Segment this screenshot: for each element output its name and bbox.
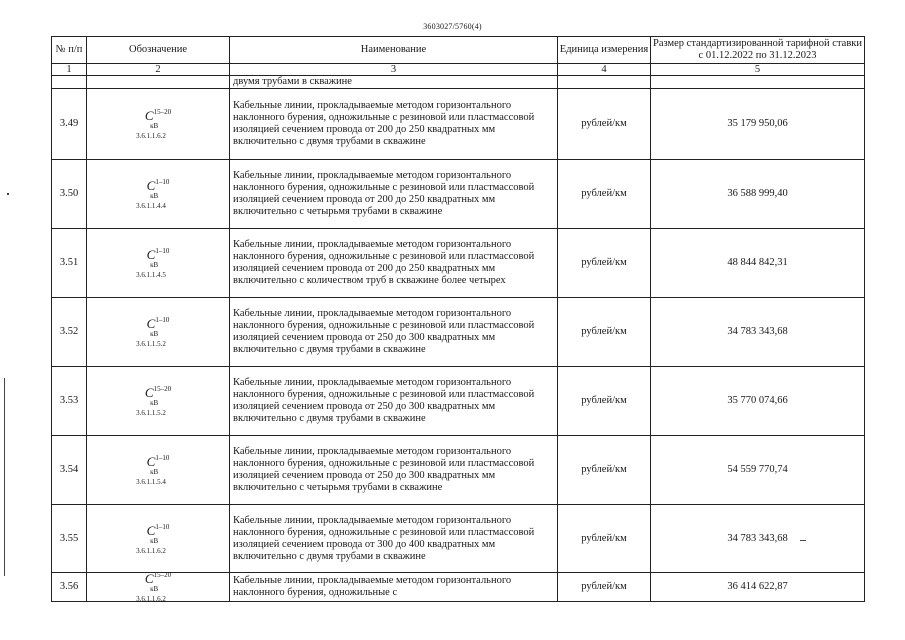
document-id: 3603027/5760(4) — [423, 22, 482, 31]
designation-symbol — [87, 367, 230, 436]
column-number: 4 — [558, 64, 651, 76]
row-unit: рублей/км — [558, 436, 651, 505]
voltage-class: 1–10 кВ — [150, 247, 170, 269]
row-rate: 34 783 343,68 — [651, 505, 865, 573]
row-rate: 34 783 343,68 — [651, 298, 865, 367]
designation-code: $C^{1-10 кВ}_{3.6.1.1.5.2}$ — [136, 316, 170, 348]
row-description: Кабельные линии, прокладываемые методом горизонтального наклонного бурения, одножильные с — [230, 573, 558, 602]
row-number: 3.53 — [52, 367, 87, 436]
table-row — [52, 367, 865, 436]
row-unit: рублей/км — [558, 160, 651, 229]
designation-symbol — [87, 89, 230, 160]
row-number: 3.51 — [52, 229, 87, 298]
table-row — [52, 229, 865, 298]
continuation-row — [52, 76, 865, 89]
voltage-class: 1–10 кВ — [150, 316, 170, 338]
code-index: 3.6.1.1.6.2 — [136, 546, 166, 555]
header-rate: Размер стандартизированной тарифной ставки с 01.12.2022 по 31.12.2023 — [651, 37, 865, 64]
row-number: 3.56 — [52, 573, 87, 602]
column-number: 1 — [52, 64, 87, 76]
designation-code: $C^{1-10 кВ}_{3.6.1.1.4.5}$ — [136, 247, 170, 279]
row-description: Кабельные линии, прокладываемые методом горизонтального наклонного бурения, одножильные с резиновой или пластмассовой изоляцией сечением провода от 250 до 300 квадратных мм включительно с четырьмя трубами в скважине — [230, 436, 558, 505]
code-index: 3.6.1.1.4.5 — [136, 271, 166, 279]
code-index: 3.6.1.1.5.4 — [136, 478, 166, 486]
row-rate: 35 179 950,06 — [651, 89, 865, 160]
voltage-class: 1–10 кВ — [150, 454, 170, 476]
voltage-class: 15–20 кВ — [150, 108, 172, 130]
row-unit: рублей/км — [558, 298, 651, 367]
row-description: Кабельные линии, прокладываемые методом горизонтального наклонного бурения, одножильные с резиновой или пластмассовой изоляцией сечением провода от 200 до 250 квадратных мм включительно с четырьмя трубами в скважине — [230, 160, 558, 229]
row-rate: 54 559 770,74 — [651, 436, 865, 505]
table-row — [52, 89, 865, 160]
row-number: 3.52 — [52, 298, 87, 367]
row-unit: рублей/км — [558, 573, 651, 602]
row-description: Кабельные линии, прокладываемые методом горизонтального наклонного бурения, одножильные с резиновой или пластмассовой изоляцией сечением провода от 200 до 250 квадратных мм включительно с двумя трубами в скважине — [230, 89, 558, 160]
column-number: 2 — [87, 64, 230, 76]
header-no: № п/п — [52, 37, 87, 64]
voltage-class: 1–10 кВ — [150, 178, 170, 200]
row-number: 3.55 — [52, 505, 87, 573]
voltage-class: 1–10 кВ — [150, 522, 170, 545]
designation-code: $C^{1-10 кВ}_{3.6.1.1.6.2}$ — [136, 522, 170, 555]
row-number: 3.54 — [52, 436, 87, 505]
column-number: 5 — [651, 64, 865, 76]
row-unit: рублей/км — [558, 505, 651, 573]
row-rate: 36 414 622,87 — [651, 573, 865, 602]
designation-symbol — [87, 298, 230, 367]
table-body — [52, 89, 865, 602]
scan-mark — [7, 193, 9, 195]
code-index: 3.6.1.1.5.2 — [136, 409, 166, 417]
row-description: Кабельные линии, прокладываемые методом горизонтального наклонного бурения, одножильные с резиновой или пластмассовой изоляцией сечением провода от 250 до 300 квадратных мм включительно с двумя трубами в скважине — [230, 298, 558, 367]
designation-code: $C^{15-20 кВ}_{3.6.1.1.6.2}$ — [136, 108, 172, 140]
designation-symbol — [87, 436, 230, 505]
designation-code: $C^{15-20 кВ}_{3.6.1.1.5.2}$ — [136, 385, 172, 417]
column-number-row — [52, 64, 865, 76]
code-index: 3.6.1.1.6.2 — [136, 595, 166, 602]
row-unit: рублей/км — [558, 89, 651, 160]
row-rate: 36 588 999,40 — [651, 160, 865, 229]
code-index: 3.6.1.1.5.2 — [136, 340, 166, 348]
voltage-class: 15–20 кВ — [150, 572, 172, 593]
code-index: 3.6.1.1.4.4 — [136, 202, 166, 210]
row-unit: рублей/км — [558, 229, 651, 298]
scan-mark — [4, 378, 5, 576]
designation-symbol — [87, 505, 230, 573]
row-rate: 35 770 074,66 — [651, 367, 865, 436]
header-unit: Единица измерения — [558, 37, 651, 64]
designation-symbol — [87, 229, 230, 298]
row-description: Кабельные линии, прокладываемые методом горизонтального наклонного бурения, одножильные с резиновой или пластмассовой изоляцией сечением провода от 200 до 250 квадратных мм включительно с количеством труб в скважине более четырех — [230, 229, 558, 298]
table-row — [52, 573, 865, 602]
designation-code: $C^{1-10 кВ}_{3.6.1.1.4.4}$ — [136, 178, 170, 210]
row-description: Кабельные линии, прокладываемые методом горизонтального наклонного бурения, одножильные с резиновой или пластмассовой изоляцией сечением провода от 300 до 400 квадратных мм включительно с двумя трубами в скважине — [230, 505, 558, 573]
table-row — [52, 160, 865, 229]
tariff-table — [51, 36, 865, 602]
scan-mark — [800, 540, 806, 541]
header-code: Обозначение — [87, 37, 230, 64]
row-rate: 48 844 842,31 — [651, 229, 865, 298]
code-index: 3.6.1.1.6.2 — [136, 132, 166, 140]
designation-code: $C^{15-20 кВ}_{3.6.1.1.6.2}$ — [136, 572, 172, 602]
table-row — [52, 505, 865, 573]
row-number: 3.50 — [52, 160, 87, 229]
table-row — [52, 298, 865, 367]
row-description: Кабельные линии, прокладываемые методом горизонтального наклонного бурения, одножильные с резиновой или пластмассовой изоляцией сечением провода от 250 до 300 квадратных мм включительно с двумя трубами в скважине — [230, 367, 558, 436]
designation-symbol — [87, 160, 230, 229]
column-number: 3 — [230, 64, 558, 76]
continuation-text: двумя трубами в скважине — [230, 76, 558, 89]
table-header-row — [52, 37, 865, 64]
row-number: 3.49 — [52, 89, 87, 160]
header-name: Наименование — [230, 37, 558, 64]
table-row — [52, 436, 865, 505]
voltage-class: 15–20 кВ — [150, 385, 172, 407]
row-unit: рублей/км — [558, 367, 651, 436]
designation-symbol — [87, 573, 230, 602]
designation-code: $C^{1-10 кВ}_{3.6.1.1.5.4}$ — [136, 454, 170, 486]
